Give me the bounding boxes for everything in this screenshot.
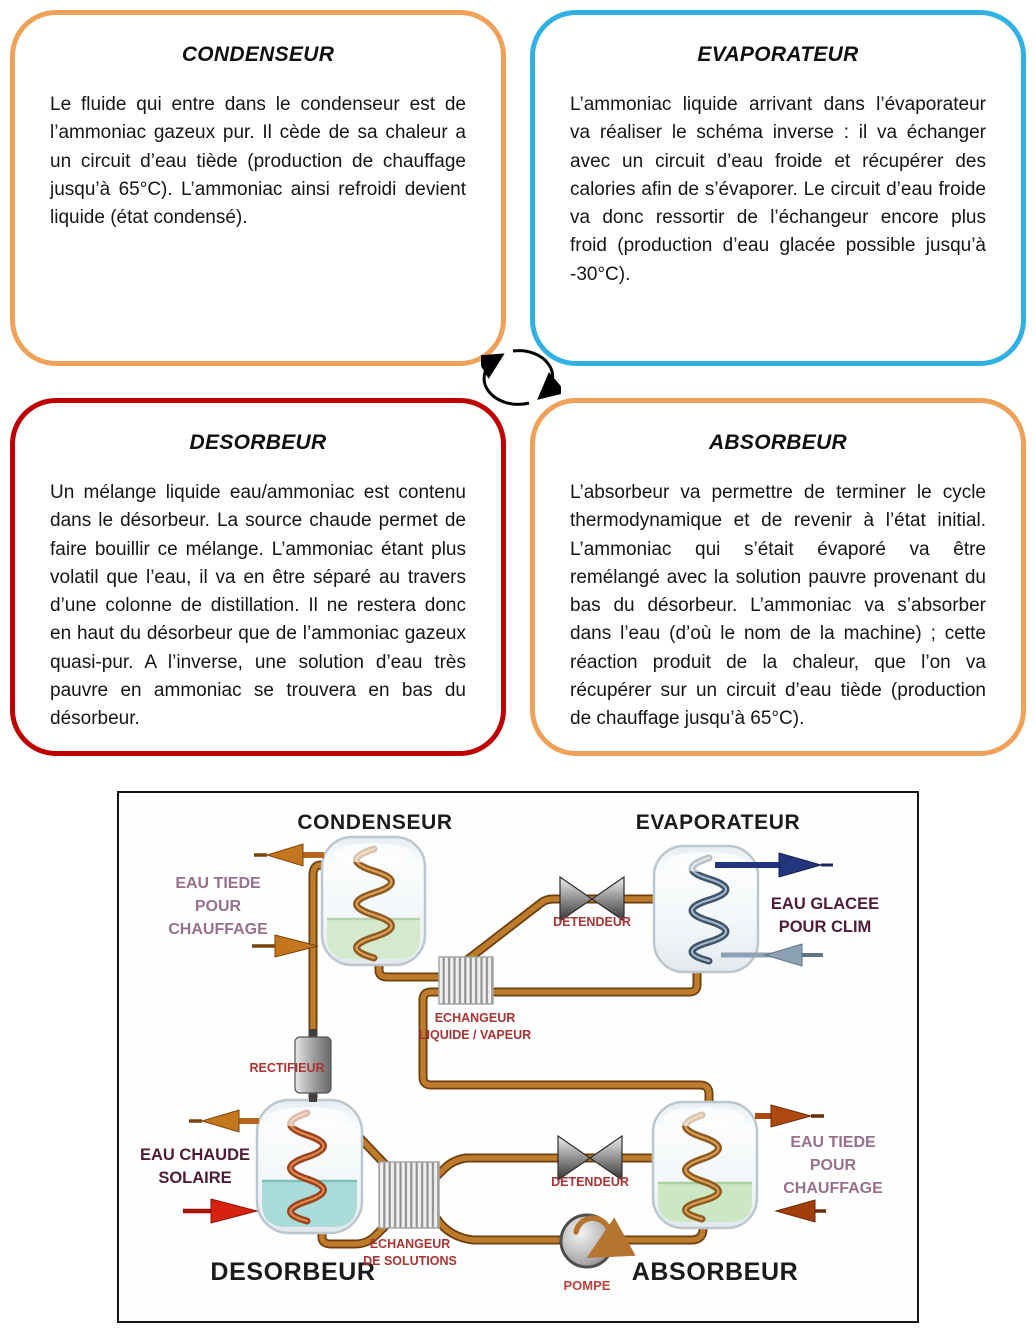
svg-text:EAU GLACEE: EAU GLACEE xyxy=(770,895,880,913)
card-absorbeur xyxy=(530,398,1026,756)
desorbeur-vessel xyxy=(257,1100,362,1233)
cycle-arc-right xyxy=(513,351,553,394)
svg-text:CHAUFFAGE: CHAUFFAGE xyxy=(168,921,268,938)
absorption-cycle-diagram xyxy=(117,791,919,1323)
label-detendeur-bas: DETENDEUR xyxy=(551,1175,629,1189)
diagram-title-condenseur: CONDENSEUR xyxy=(297,811,453,834)
card-absorbeur-text: L’absorbeur va permettre de terminer le cycle thermodynamique et de revenir à l’état initial. L’ammoniac qui s’était évaporé va être remélangé avec la solution pauvre provenant du bas du désorbeur. L’ammoniac va s’absorber dans l’eau (d’où le nom de la machine) ; cette réaction produit de la chaleur, que l’on va récupérer sur un circuit d’eau tiède (production de chauffage jusqu’à 65°C). xyxy=(570,482,986,730)
card-condenseur-text: Le fluide qui entre dans le condenseur est de l’ammoniac gazeux pur. Il cède de sa chaleur a un circuit d’eau tiède (production de chauffage jusqu’à 65°C). L’ammoniac ainsi refroidi devient liquide (état condensé). xyxy=(50,94,466,229)
diagram-title-evaporateur: EVAPORATEUR xyxy=(635,811,801,834)
cycle-arc-left xyxy=(484,358,529,404)
svg-text:EAU TIEDE: EAU TIEDE xyxy=(790,1134,876,1151)
card-evaporateur-title: EVAPORATEUR xyxy=(697,43,859,66)
label-rectifieur: RECTIFIEUR xyxy=(249,1061,325,1075)
card-evaporateur xyxy=(530,10,1026,366)
label-echangeur-sol-1: ECHANGEUR xyxy=(369,1237,451,1251)
svg-text:EAU TIEDE: EAU TIEDE xyxy=(175,875,261,892)
absorbeur-vessel xyxy=(653,1102,757,1228)
label-echangeur-lv-2: LIQUIDE / VAPEUR xyxy=(418,1028,532,1042)
card-desorbeur-title: DESORBEUR xyxy=(189,431,327,454)
svg-text:EAU CHAUDE: EAU CHAUDE xyxy=(139,1146,251,1164)
label-echangeur-sol-2: DE SOLUTIONS xyxy=(363,1254,457,1268)
pompe-component xyxy=(561,1215,613,1267)
card-evaporateur-text: L’ammoniac liquide arrivant dans l’évaporateur va réaliser le schéma inverse : il va échanger avec un circuit d’eau froide et récupérer des calories afin de s’évaporer. Le circuit d’eau froide va donc ressortir de l’échangeur encore plus froid (production d’eau glacée possible jusqu’à -30°C). xyxy=(570,94,986,285)
condenseur-vessel xyxy=(322,837,425,965)
diagram-title-absorbeur: ABSORBEUR xyxy=(631,1258,799,1286)
svg-text:POUR: POUR xyxy=(809,1157,857,1174)
label-echangeur-lv-1: ECHANGEUR xyxy=(434,1011,516,1025)
label-detendeur-haut: DETENDEUR xyxy=(553,915,631,929)
svg-text:SOLAIRE: SOLAIRE xyxy=(158,1169,232,1187)
cycle-arrows-icon xyxy=(481,344,561,410)
card-absorbeur-title: ABSORBEUR xyxy=(708,431,848,454)
svg-text:CHAUFFAGE: CHAUFFAGE xyxy=(783,1180,883,1197)
card-condenseur xyxy=(10,10,506,366)
svg-text:POUR: POUR xyxy=(194,898,242,915)
svg-text:POUR CLIM: POUR CLIM xyxy=(778,918,872,936)
echangeur-liquide-vapeur-block xyxy=(439,957,493,1004)
echangeur-solutions-block xyxy=(379,1162,439,1228)
card-desorbeur xyxy=(10,398,506,756)
label-pompe: POMPE xyxy=(563,1278,611,1293)
card-desorbeur-text: Un mélange liquide eau/ammoniac est contenu dans le désorbeur. La source chaude permet de faire bouillir ce mélange. L’ammoniac étant plus volatil que l’eau, il va en être séparé au travers d’une colonne de distillation. Il ne restera donc en haut du désorbeur que de l’ammoniac gazeux quasi-pur. A l’inverse, une solution d’eau très pauvre en ammoniac se trouvera en bas du désorbeur. xyxy=(50,482,466,730)
card-condenseur-title: CONDENSEUR xyxy=(181,43,335,66)
diagram-title-desorbeur: DESORBEUR xyxy=(210,1258,376,1286)
